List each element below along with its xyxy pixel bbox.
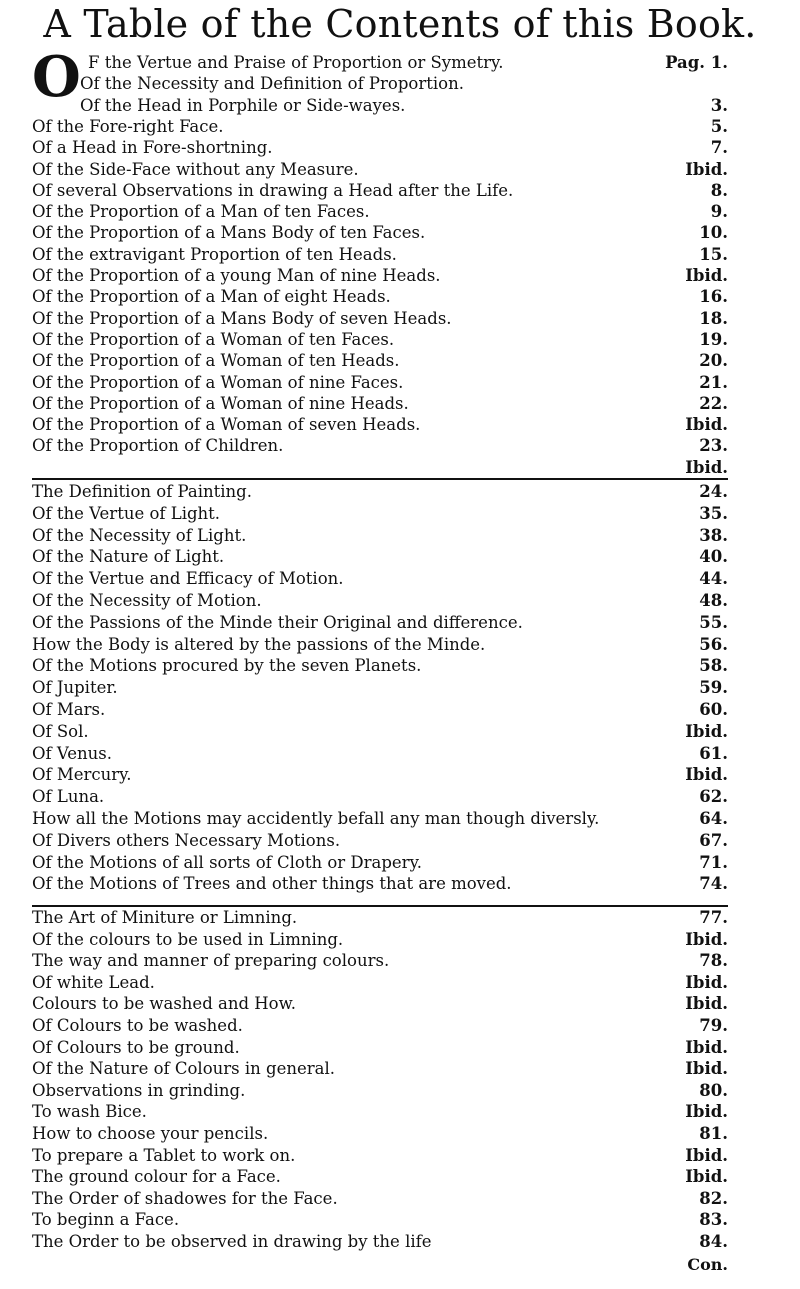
contents-row (32, 907, 728, 929)
contents-entry-page: 74. (699, 874, 728, 894)
contents-row (32, 972, 728, 994)
contents-row (32, 1080, 728, 1102)
contents-row (32, 1209, 728, 1231)
contents-entry-title: To wash Bice. (32, 1102, 147, 1122)
contents-entry-title: Of Divers others Necessary Motions. (32, 830, 341, 850)
contents-row (32, 764, 728, 786)
contents-row (32, 546, 728, 568)
contents-row (32, 286, 728, 308)
contents-entry-page: Ibid. (685, 1059, 728, 1079)
contents-entry-page: 18. (699, 308, 728, 328)
contents-entry-title: F the Vertue and Praise of Proportion or Symetry. (88, 53, 504, 72)
contents-row (32, 950, 728, 972)
contents-entry-title: Of the Proportion of a Mans Body of seven Heads. (32, 308, 452, 328)
contents-entry-page: 15. (699, 244, 728, 264)
contents-row (32, 1058, 728, 1080)
contents-entry-title: Of the Necessity of Light. (32, 525, 247, 545)
contents-row (32, 159, 728, 181)
contents-row (32, 786, 728, 808)
contents-entry-page: 81. (699, 1124, 728, 1143)
contents-entry-title: Of Mars. (32, 700, 106, 719)
contents-entry-page: Ibid. (685, 929, 728, 949)
contents-entry-page: 9. (710, 202, 728, 222)
contents-entry-title: Of Jupiter. (32, 678, 118, 698)
contents-entry-title: Observations in grinding. (32, 1080, 246, 1100)
contents-row (32, 1166, 728, 1188)
contents-entry-page: 19. (699, 329, 728, 349)
contents-entry-title: Of the Vertue and Efficacy of Motion. (32, 569, 344, 589)
contents-entry-page: 80. (699, 1080, 728, 1100)
contents-row (32, 372, 728, 394)
contents-entry-title: How the Body is altered by the passions of the Minde. (32, 634, 486, 654)
contents-entry-title: Of the Necessity and Definition of Proportion. (80, 74, 464, 94)
contents-entry-title: How all the Motions may accidently befall any man though diversly. (32, 809, 600, 828)
contents-entry-page: 60. (699, 700, 728, 719)
contents-row (32, 116, 728, 138)
contents-entry-page: 59. (699, 678, 728, 698)
contents-entry-page: 10. (699, 223, 728, 243)
contents-entry-page: 38. (699, 525, 728, 545)
contents-entry-title: Of the Proportion of a Woman of nine Faces. (32, 372, 404, 392)
contents-row (32, 721, 728, 743)
contents-entry-page: 24. (699, 482, 728, 501)
contents-row (32, 244, 728, 266)
contents-row (32, 73, 728, 95)
contents-row (32, 180, 728, 202)
contents-entry-page: Ibid. (685, 159, 728, 179)
drop-cap: O (32, 44, 81, 110)
contents-row (32, 457, 728, 479)
contents-row (32, 137, 728, 159)
contents-entry-title: Of white Lead. (32, 972, 155, 992)
contents-entry-title: The Order of shadowes for the Face. (32, 1188, 338, 1208)
contents-row (32, 1188, 728, 1210)
contents-entry-page: 79. (699, 1016, 728, 1035)
contents-row (32, 699, 728, 721)
contents-entry-page: Ibid. (685, 1145, 728, 1165)
contents-row (32, 435, 728, 457)
contents-entry-title: Of the colours to be used in Limning. (32, 929, 344, 949)
contents-entry-page: Ibid. (685, 721, 728, 741)
contents-entry-page: Pag. 1. (665, 53, 728, 72)
contents-entry-title: Of Mercury. (32, 765, 132, 785)
contents-entry-page: 58. (699, 656, 728, 676)
contents-row (32, 52, 728, 74)
contents-entry-title: The Definition of Painting. (32, 482, 252, 501)
contents-entry-title: The ground colour for a Face. (32, 1167, 281, 1187)
contents-entry-title: Of the Proportion of a Man of ten Faces. (32, 202, 370, 222)
contents-row (32, 612, 728, 634)
contents-row (32, 808, 728, 830)
contents-entry-page: 8. (710, 180, 728, 200)
contents-entry-page: Ibid. (685, 1037, 728, 1057)
page-title: A Table of the Contents of this Book. (43, 2, 757, 46)
contents-entry-title: Of the Proportion of a Woman of ten Faces. (32, 329, 395, 349)
contents-entry-title: Of the Proportion of a Woman of ten Heads. (32, 351, 400, 371)
contents-row (32, 329, 728, 351)
contents-entry-title: Of Luna. (32, 787, 105, 807)
contents-row (32, 350, 728, 372)
contents-row (32, 743, 728, 765)
contents-entry-title: Of Venus. (32, 743, 113, 763)
contents-entry-page: 40. (699, 547, 728, 567)
contents-entry-page: Ibid. (685, 457, 728, 477)
contents-entry-title: Of the Proportion of a Mans Body of ten Faces. (32, 223, 426, 243)
contents-entry-title: The Art of Miniture or Limning. (32, 908, 298, 927)
contents-entry-title: To prepare a Tablet to work on. (32, 1145, 296, 1165)
contents-entry-title: The Order to be observed in drawing by the life (32, 1232, 432, 1251)
contents-row (32, 503, 728, 525)
contents-row (32, 393, 728, 415)
contents-row (32, 830, 728, 852)
catchword: Con. (687, 1255, 728, 1274)
contents-entry-title: Of the Head in Porphile or Side-wayes. (80, 95, 406, 115)
contents-entry-title: Of the Proportion of a Man of eight Heads. (32, 287, 391, 307)
contents-entry-title: Colours to be washed and How. (32, 994, 297, 1014)
contents-entry-page: Ibid. (685, 266, 728, 285)
contents-entry-page: 21. (699, 372, 728, 392)
contents-entry-title: Of the Proportion of a Woman of seven Heads. (32, 415, 421, 435)
contents-entry-title: Of Colours to be washed. (32, 1016, 243, 1035)
contents-entry-title: Of Colours to be ground. (32, 1037, 240, 1057)
contents-entry-title: Of the Proportion of a young Man of nine Heads. (32, 266, 441, 285)
contents-row (32, 677, 728, 699)
contents-entry-title: To beginn a Face. (32, 1210, 180, 1230)
contents-entry-page: 23. (699, 436, 728, 456)
contents-entry-title: Of the Motions of Trees and other things that are moved. (32, 874, 512, 894)
contents-row (32, 568, 728, 590)
contents-entry-page: Ibid. (685, 765, 728, 785)
section-divider (32, 478, 728, 480)
contents-entry-title: Of the Nature of Colours in general. (32, 1059, 335, 1079)
contents-entry-title: Of the Proportion of a Woman of nine Heads. (32, 393, 409, 413)
contents-entry-page: 61. (699, 743, 728, 763)
contents-entry-title: How to choose your pencils. (32, 1124, 269, 1143)
contents-row (32, 655, 728, 677)
contents-entry-page: Ibid. (685, 972, 728, 992)
contents-row (32, 308, 728, 330)
contents-entry-title: Of Sol. (32, 721, 89, 741)
contents-entry-title: Of the Motions procured by the seven Planets. (32, 656, 422, 676)
contents-entry-title: Of the extravigant Proportion of ten Heads. (32, 244, 397, 264)
contents-row (32, 222, 728, 244)
contents-row (32, 265, 728, 287)
contents-entry-page: 64. (699, 809, 728, 828)
contents-entry-page: Ibid. (685, 1167, 728, 1187)
contents-row (32, 201, 728, 223)
contents-row (32, 1231, 728, 1253)
contents-entry-title: Of a Head in Fore-shortning. (32, 138, 273, 158)
contents-entry-page: 22. (699, 393, 728, 413)
contents-row (32, 414, 728, 436)
contents-entry-page: 56. (699, 634, 728, 654)
contents-row (32, 929, 728, 951)
contents-entry-page: 20. (699, 351, 728, 371)
contents-entry-title: Of the Vertue of Light. (32, 503, 221, 523)
contents-row (32, 1145, 728, 1167)
contents-entry-page: 71. (699, 852, 728, 872)
contents-entry-page: 82. (699, 1188, 728, 1208)
contents-row (32, 993, 728, 1015)
contents-entry-page: 62. (699, 787, 728, 807)
contents-entry-page: 5. (710, 116, 728, 136)
contents-entry-page: Ibid. (685, 415, 728, 435)
contents-entry-page: 77. (699, 908, 728, 927)
contents-entry-page: Ibid. (685, 1102, 728, 1122)
contents-entry-title: Of the Side-Face without any Measure. (32, 159, 359, 179)
contents-entry-title: Of several Observations in drawing a Head after the Life. (32, 180, 514, 200)
contents-row (32, 1123, 728, 1145)
contents-entry-title: Of the Fore-right Face. (32, 116, 224, 136)
contents-entry-page: 44. (699, 569, 728, 589)
contents-entry-page: Ibid. (685, 994, 728, 1014)
contents-entry-title: Of the Motions of all sorts of Cloth or Drapery. (32, 852, 422, 872)
contents-entry-page: 55. (699, 612, 728, 632)
contents-row (32, 525, 728, 547)
contents-entry-page: 78. (699, 951, 728, 971)
contents-row (32, 1101, 728, 1123)
contents-entry-title: Of the Passions of the Minde their Original and difference. (32, 612, 523, 632)
contents-entry-page: 83. (699, 1210, 728, 1230)
contents-row (32, 1015, 728, 1037)
contents-row (32, 873, 728, 895)
contents-row (32, 95, 728, 117)
contents-row (32, 590, 728, 612)
contents-entry-title: Of the Nature of Light. (32, 547, 225, 567)
contents-entry-page: 67. (699, 830, 728, 850)
contents-row (32, 1037, 728, 1059)
contents-entry-page: 35. (699, 503, 728, 523)
contents-row (32, 634, 728, 656)
contents-entry-page: 84. (699, 1232, 728, 1251)
contents-row (32, 852, 728, 874)
contents-entry-title: The way and manner of preparing colours. (32, 951, 390, 971)
contents-entry-title: Of the Proportion of Children. (32, 436, 284, 456)
contents-entry-page: 16. (699, 287, 728, 307)
contents-entry-page: 48. (699, 591, 728, 610)
contents-entry-title: Of the Necessity of Motion. (32, 591, 262, 610)
contents-entry-page: 7. (710, 138, 728, 158)
contents-row (32, 481, 728, 503)
contents-entry-page: 3. (710, 95, 728, 115)
